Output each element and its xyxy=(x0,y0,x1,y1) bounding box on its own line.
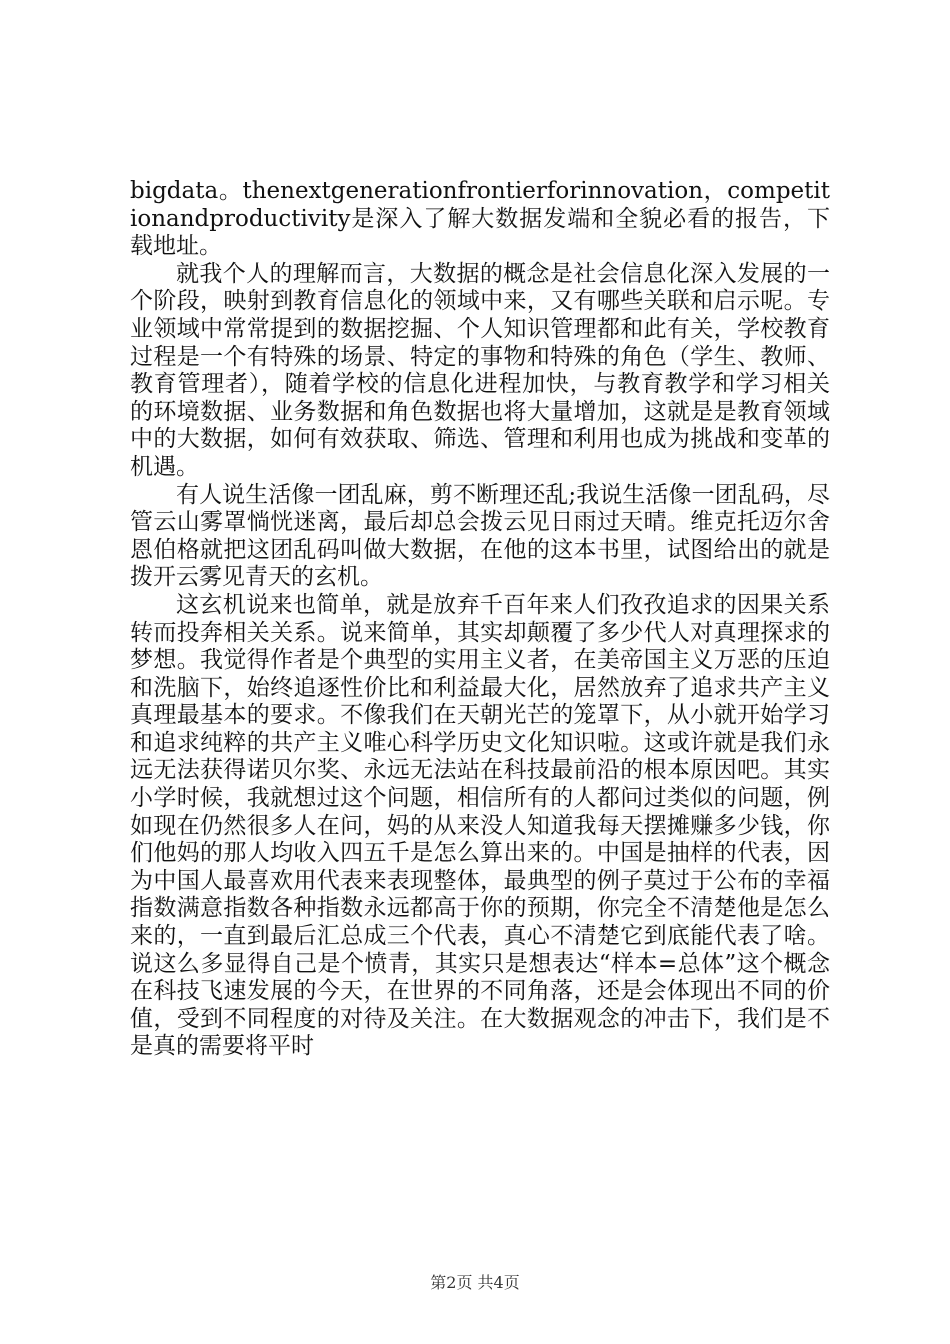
page-number-footer: 第2页 共4页 xyxy=(430,1273,520,1292)
paragraph-2: 就我个人的理解而言，大数据的概念是社会信息化深入发展的一个阶段，映射到教育信息化的领域中来，又有哪些关联和启示呢。专业领域中常常提到的数据挖掘、个人知识管理都和此有关，学校教育过程是一个有特殊的场景、特定的事物和特殊的角色（学生、教师、教育管理者），随着学校的信息化进程加快，与教育教学和学习相关的环境数据、业务数据和角色数据也将大量增加，这就是是教育领域中的大数据，如何有效获取、筛选、管理和利用也成为挑战和变革的机遇。 xyxy=(130,260,830,480)
paragraph-4: 这玄机说来也简单，就是放弃千百年来人们孜孜追求的因果关系转而投奔相关关系。说来简单，其实却颠覆了多少代人对真理探求的梦想。我觉得作者是个典型的实用主义者，在美帝国主义万恶的压迫和洗脑下，始终追逐性价比和利益最大化，居然放弃了追求共产主义真理最基本的要求。不像我们在天朝光芒的笼罩下，从小就开始学习和追求纯粹的共产主义唯心科学历史文化知识啦。这或许就是我们永远无法获得诺贝尔奖、永远无法站在科技最前沿的根本原因吧。其实小学时候，我就想过这个问题，相信所有的人都问过类似的问题，例如现在仍然很多人在问，妈的从来没人知道我每天摆摊赚多少钱，你们他妈的那人均收入四五千是怎么算出来的。中国是抽样的代表，因为中国人最喜欢用代表来表现整体，最典型的例子莫过于公布的幸福指数满意指数各种指数永远都高于你的预期，你完全不清楚他是怎么来的，一直到最后汇总成三个代表，真心不清楚它到底能代表了啥。说这么多显得自己是个愤青，其实只是想表达“样本=总体”这个概念在科技飞速发展的今天，在世界的不同角落，还是会体现出不同的价值，受到不同程度的对待及关注。在大数据观念的冲击下，我们是不是真的需要将平时 xyxy=(130,591,830,1060)
document-body xyxy=(130,178,830,1061)
paragraph-1: bigdata。thenextgenerationfrontierforinnovation，competitionandproductivity是深入了解大数据发端和全貌必看的报告，下载地址。 xyxy=(130,178,830,260)
paragraph-3: 有人说生活像一团乱麻，剪不断理还乱;我说生活像一团乱码，尽管云山雾罩惝恍迷离，最后却总会拨云见日雨过天晴。维克托迈尔舍恩伯格就把这团乱码叫做大数据，在他的这本书里，试图给出的就是拨开云雾见青天的玄机。 xyxy=(130,481,830,591)
